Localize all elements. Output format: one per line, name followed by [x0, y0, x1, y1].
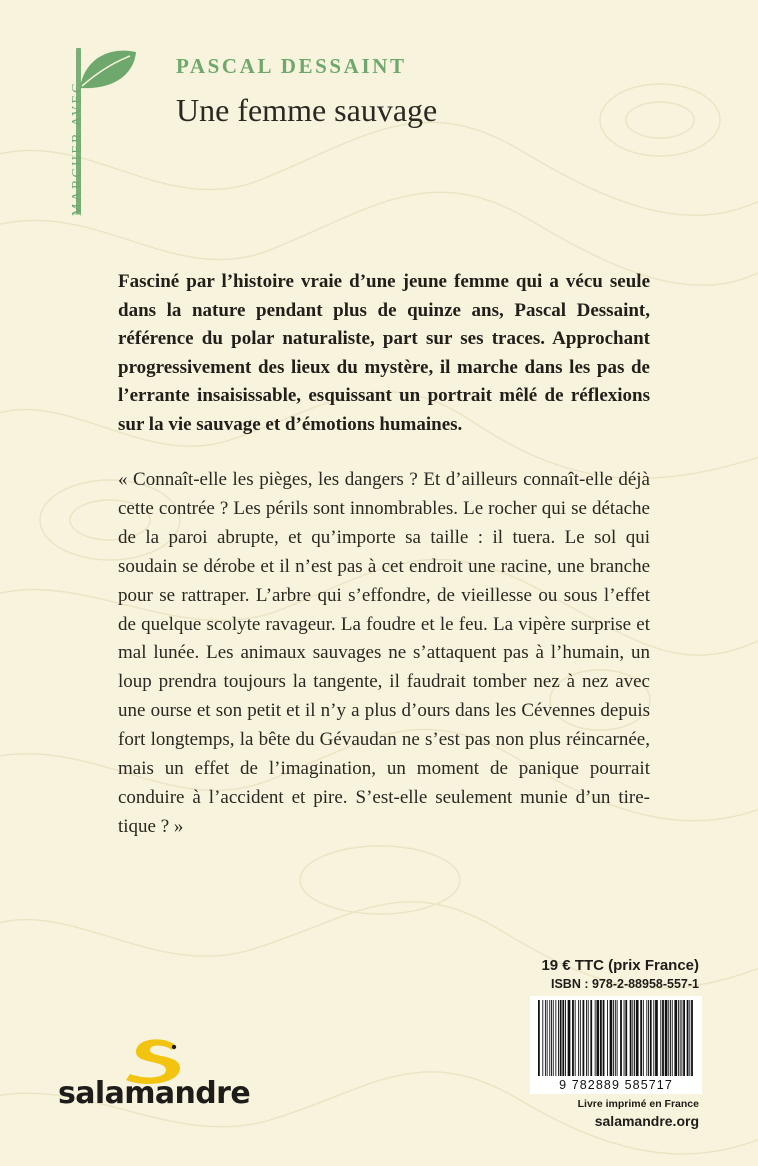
barcode-bar	[670, 1000, 671, 1076]
barcode-bar	[646, 1000, 647, 1076]
barcode-bar	[565, 1000, 566, 1076]
barcode-bar	[689, 1000, 690, 1076]
barcode-bar	[610, 1000, 613, 1076]
barcode-bar	[648, 1000, 649, 1076]
barcode-bar	[687, 1000, 689, 1076]
barcode-bar	[555, 1000, 556, 1076]
barcode-bar	[586, 1000, 587, 1076]
barcode-bar	[683, 1000, 685, 1076]
blurb-paragraph: Fasciné par l’histoire vraie d’une jeune femme qui a vécu seule dans la nature pendant plus de quinze ans, Pascal Dessaint, référence du polar naturaliste, part sur ses traces. Approchant progressivement des lieux du mystère, il marche dans les pas de l’errante insaisissable, esquissant un portrait mêlé de réflexions sur la vie sauvage et d’émotions humaines.	[118, 271, 650, 435]
barcode-bar	[580, 1000, 581, 1076]
barcode-bar	[560, 1000, 562, 1076]
barcode-bar	[665, 1000, 668, 1076]
barcode-bar	[625, 1000, 627, 1076]
barcode-bar	[662, 1000, 664, 1076]
barcode-bar	[568, 1000, 571, 1076]
barcode-bar	[617, 1000, 618, 1076]
author-name: PASCAL DESSAINT	[176, 54, 407, 78]
barcode-bar	[545, 1000, 546, 1076]
barcode-bar	[590, 1000, 592, 1076]
barcode-bar	[542, 1000, 543, 1076]
barcode-bar	[538, 1000, 540, 1076]
barcode-bar	[562, 1000, 564, 1076]
barcode-bar	[640, 1000, 642, 1076]
barcode-bar	[603, 1000, 605, 1076]
isbn-label: ISBN : 978-2-88958-557-1	[551, 977, 699, 991]
barcode-bar	[613, 1000, 614, 1076]
barcode-bar	[691, 1000, 693, 1076]
barcode-bar	[643, 1000, 644, 1076]
barcode-bar	[632, 1000, 633, 1076]
barcode-digits: 9 782889 585717	[559, 1078, 673, 1092]
price-label: 19 € TTC (prix France)	[541, 957, 699, 974]
barcode-bar	[615, 1000, 616, 1076]
barcode-bar	[650, 1000, 652, 1076]
barcode-bar	[680, 1000, 681, 1076]
barcode-bar	[672, 1000, 673, 1076]
barcode-bar	[681, 1000, 682, 1076]
series-label: MARCHER AVEC	[70, 81, 85, 216]
barcode-bar	[624, 1000, 625, 1076]
leaf-icon	[78, 44, 138, 94]
barcode-bar	[575, 1000, 576, 1076]
barcode-bar	[620, 1000, 622, 1076]
barcode-bar	[547, 1000, 548, 1076]
publisher-logo: salamandre	[58, 1076, 251, 1111]
printed-in-label: Livre imprimé en France	[577, 1098, 699, 1110]
barcode-bar	[588, 1000, 589, 1076]
excerpt-quote: « Connaît-elle les pièges, les dangers ? Et d’ailleurs connaît-elle déjà cette contrée ? Les périls sont innombrables. Le rocher qui se détache de la paroi abrupte, et qu’importe sa taille : il tuera. Le sol qui soudain se dérobe et il n’est pas à cet endroit une racine, une branche pour se rattraper. L’arbre qui s’effondre, de vieillesse ou sous l’effet de quelque scolyte ravageur. La foudre et le feu. La vipère surprise et mal lunée. Les animaux sauvages ne s’attaquent pas à l’humain, un loup prendra toujours la tangente, il faudrait tomber nez à nez avec une ourse et son petit et il n’y a plus d’ours dans les Cévennes depuis fort longtemps, la bête du Gévaudan ne s’est pas non plus réincarnée, mais un effet de l’imagination, un moment de panique pourrait conduire à l’accident et pire. S’est-elle seulement munie d’un tire-tique ? »	[118, 469, 650, 837]
barcode-bar	[578, 1000, 579, 1076]
barcode-bar	[678, 1000, 679, 1076]
barcode-bar	[636, 1000, 639, 1076]
barcode-bar	[583, 1000, 585, 1076]
barcode-bar	[553, 1000, 554, 1076]
barcode-bar	[655, 1000, 658, 1076]
barcode-bar	[551, 1000, 552, 1076]
barcode-bar	[572, 1000, 574, 1076]
barcode-bar	[595, 1000, 596, 1076]
barcode-bar	[674, 1000, 677, 1076]
barcode-bar	[549, 1000, 550, 1076]
barcode-bar	[668, 1000, 669, 1076]
barcode-bar	[630, 1000, 632, 1076]
barcode-bar	[558, 1000, 559, 1076]
website-link[interactable]: salamandre.org	[594, 1113, 699, 1129]
barcode-bar	[607, 1000, 608, 1076]
barcode-bar	[600, 1000, 602, 1076]
book-title: Une femme sauvage	[176, 92, 438, 128]
barcode-bar	[634, 1000, 635, 1076]
barcode-bar	[596, 1000, 599, 1076]
barcode-bar	[653, 1000, 654, 1076]
barcode	[530, 996, 702, 1094]
barcode-bars	[530, 996, 702, 1094]
barcode-bar	[660, 1000, 661, 1076]
